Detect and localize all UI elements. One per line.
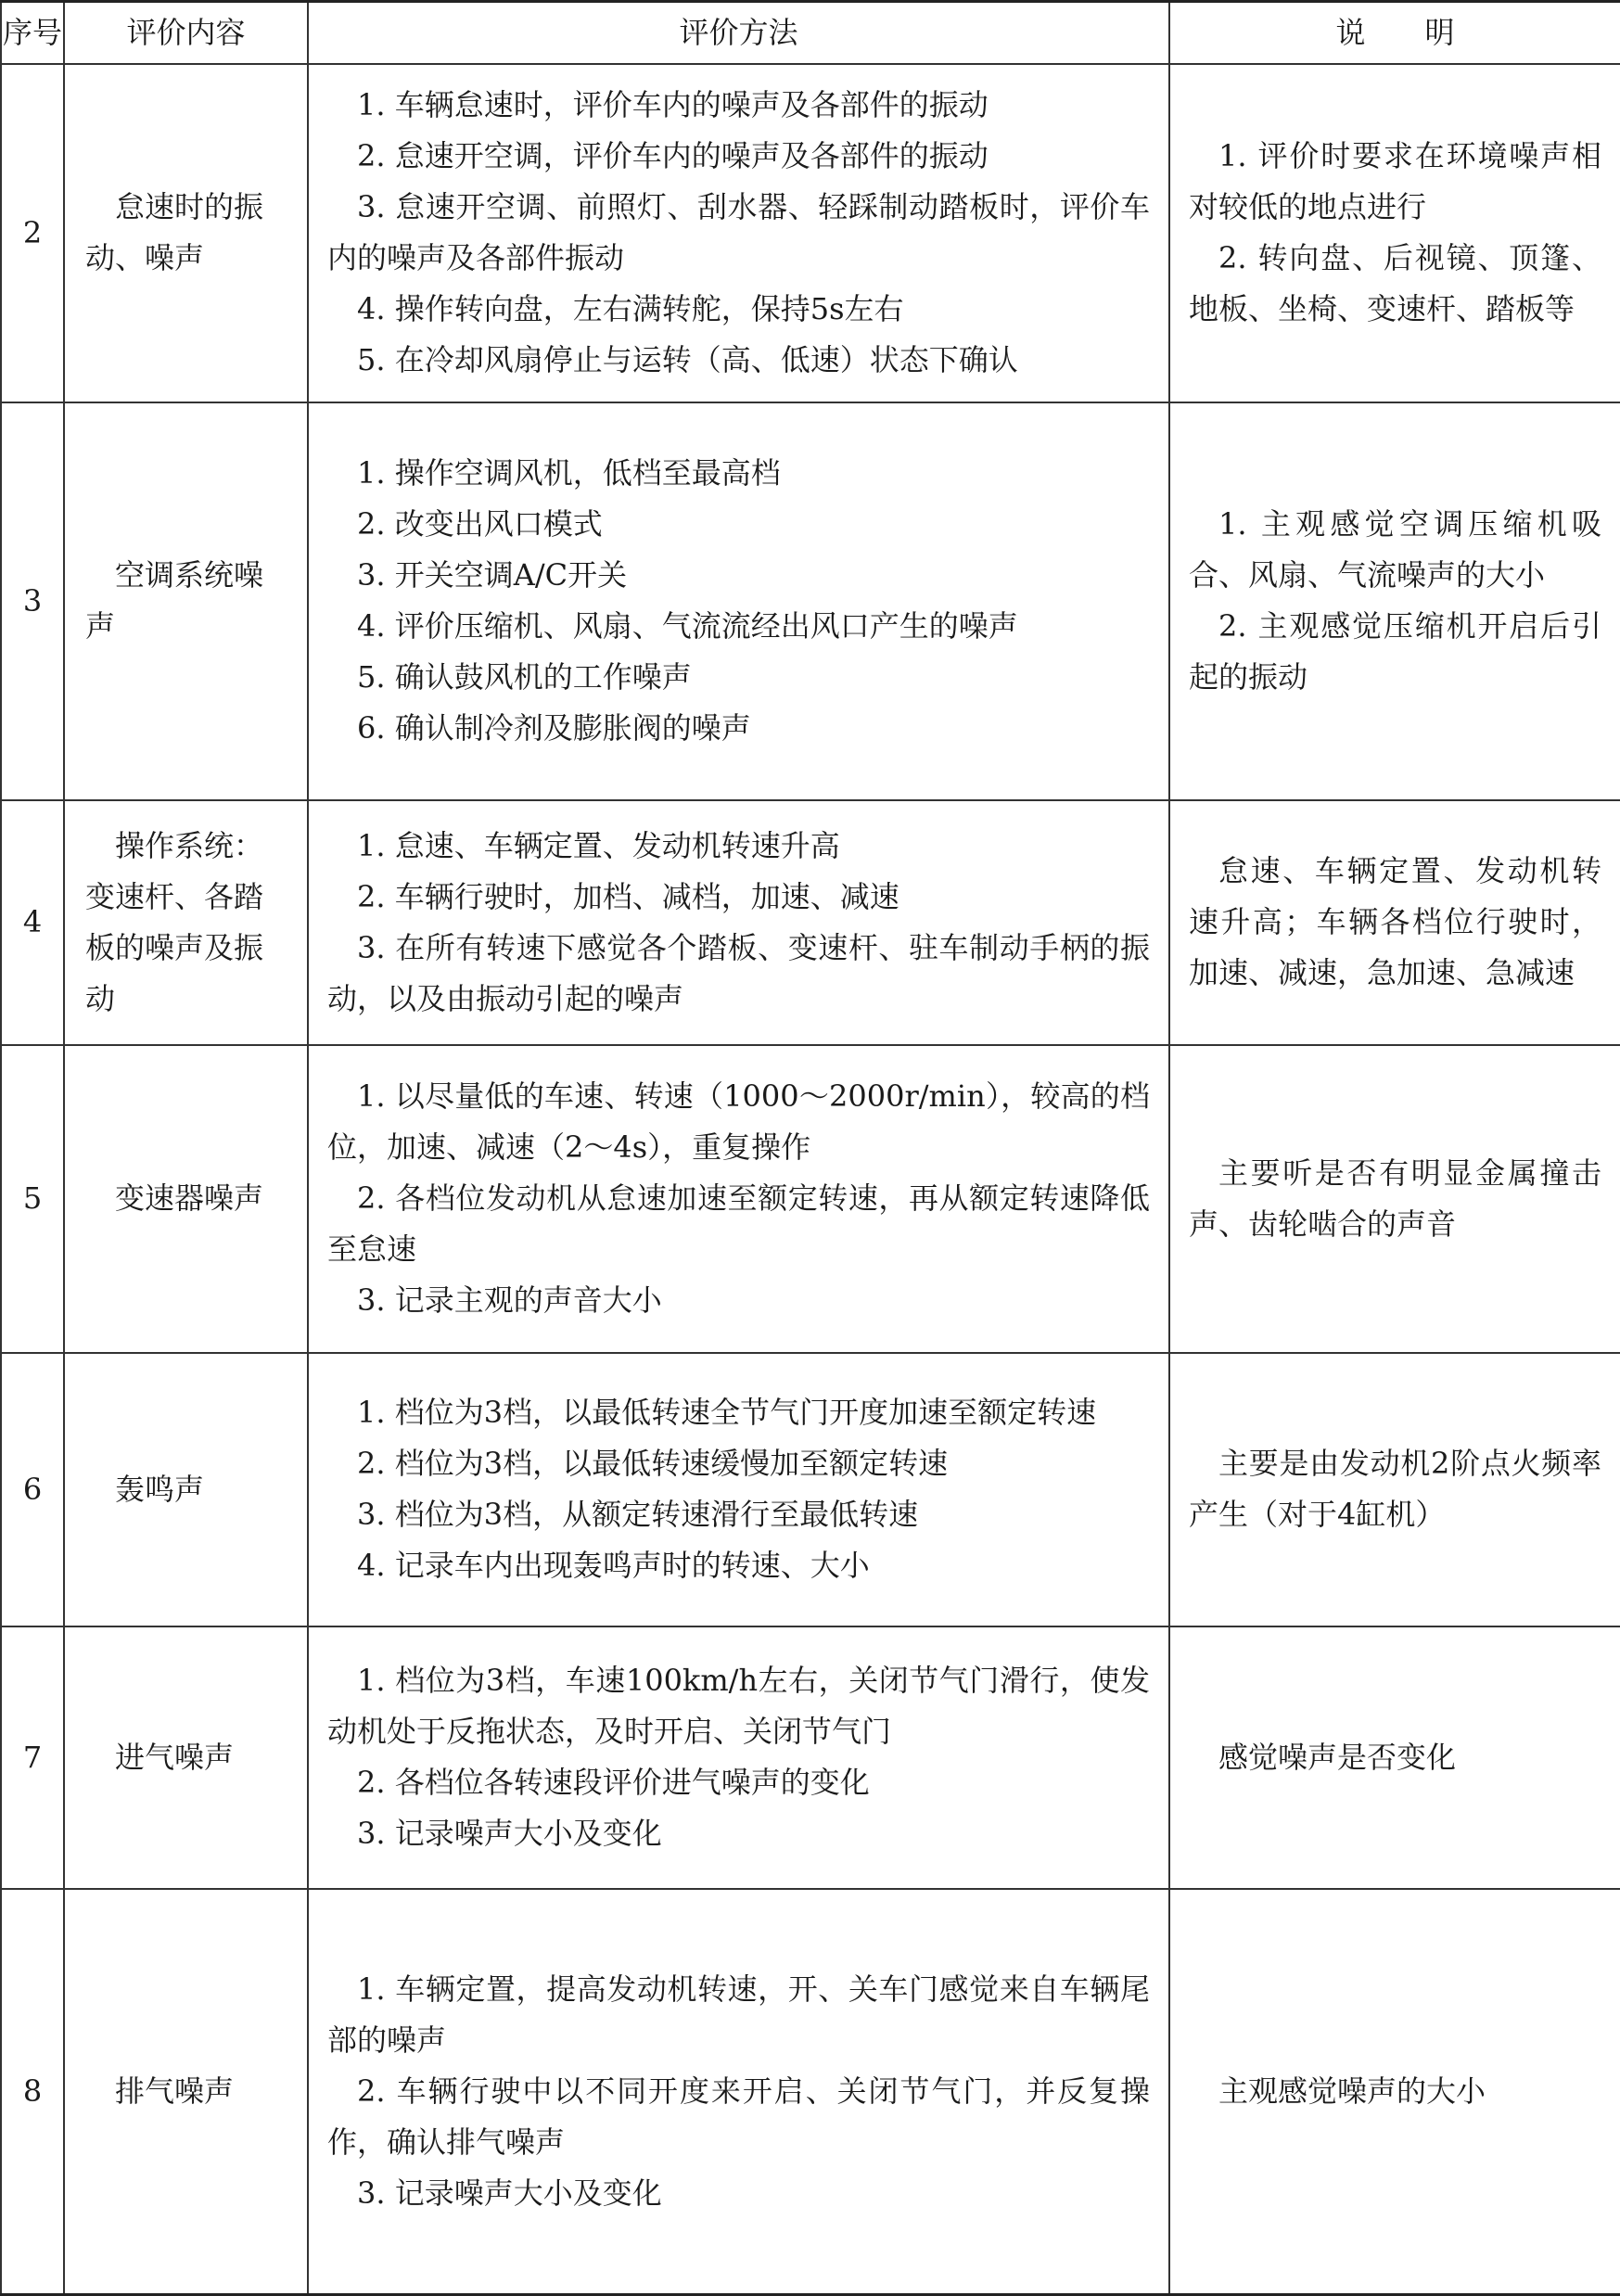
method-item: 1. 车辆定置，提高发动机转速，开、关车门感觉来自车辆尾部的噪声 [327,1971,1150,2058]
row-content [64,1353,308,1626]
method-item: 1. 档位为3档，车速100km/h左右，关闭节气门滑行，使发动机处于反拖状态，及时开启、关闭节气门 [327,1663,1150,1749]
method-item: 1. 怠速、车辆定置、发动机转速升高 [357,827,840,863]
row-notes [1169,402,1620,800]
table-row [1,1889,1620,2295]
row-methods [308,1626,1169,1889]
method-item: 4. 操作转向盘，左右满转舵，保持5s左右 [357,291,904,326]
row-methods [308,800,1169,1045]
row-number: 7 [1,1626,64,1889]
method-item: 2. 怠速开空调，评价车内的噪声及各部件的振动 [357,138,989,173]
table-row [1,800,1620,1045]
method-item: 2. 改变出风口模式 [357,506,603,542]
row-number: 5 [1,1045,64,1353]
content-text: 变速器噪声 [115,1180,264,1216]
row-notes [1169,800,1620,1045]
row-number: 6 [1,1353,64,1626]
row-methods [308,402,1169,800]
method-item: 1. 以尽量低的车速、转速（1000～2000r/min），较高的档位，加速、减速（2～4s），重复操作 [327,1078,1150,1165]
row-content [64,64,308,402]
method-item: 2. 车辆行驶中以不同开度来开启、关闭节气门，并反复操作，确认排气噪声 [327,2073,1150,2160]
header-no: 序号 [1,2,64,64]
table-row [1,1353,1620,1626]
header-row [1,2,1620,64]
note-item: 主要是由发动机2阶点火频率产生（对于4缸机） [1189,1446,1601,1532]
content-text: 怠速时的振动、噪声 [85,189,264,275]
row-number: 2 [1,64,64,402]
note-item: 主观感觉噪声的大小 [1218,2073,1486,2109]
method-item: 3. 记录噪声大小及变化 [357,1816,662,1851]
row-notes [1169,1626,1620,1889]
row-number: 3 [1,402,64,800]
method-item: 1. 操作空调风机，低档至最高档 [357,455,781,491]
row-content [64,800,308,1045]
row-notes [1169,1045,1620,1353]
method-item: 3. 记录主观的声音大小 [357,1282,662,1318]
method-item: 5. 在冷却风扇停止与运转（高、低速）状态下确认 [357,342,1018,377]
row-notes [1169,1889,1620,2295]
method-item: 3. 怠速开空调、前照灯、刮水器、轻踩制动踏板时，评价车内的噪声及各部件振动 [327,189,1150,275]
method-item: 3. 记录噪声大小及变化 [357,2175,662,2211]
header-content: 评价内容 [64,2,308,64]
row-methods [308,1889,1169,2295]
row-notes [1169,64,1620,402]
row-methods [308,64,1169,402]
method-item: 3. 开关空调A/C开关 [357,557,628,593]
content-text: 空调系统噪声 [85,557,264,644]
note-item: 1. 评价时要求在环境噪声相对较低的地点进行 [1189,138,1601,224]
row-content [64,1626,308,1889]
note-item: 2. 转向盘、后视镜、顶篷、地板、坐椅、变速杆、踏板等 [1189,240,1601,326]
table-row [1,402,1620,800]
table-row [1,1045,1620,1353]
note-item: 怠速、车辆定置、发动机转速升高；车辆各档位行驶时，加速、减速，急加速、急减速 [1189,853,1601,990]
header-method: 评价方法 [308,2,1169,64]
method-item: 2. 档位为3档，以最低转速缓慢加至额定转速 [357,1446,949,1481]
table-row [1,64,1620,402]
method-item: 4. 评价压缩机、风扇、气流流经出风口产生的噪声 [357,608,1018,644]
row-methods [308,1045,1169,1353]
method-item: 2. 车辆行驶时，加档、减档，加速、减速 [357,878,899,914]
method-item: 5. 确认鼓风机的工作噪声 [357,659,692,695]
row-notes [1169,1353,1620,1626]
note-item: 主要听是否有明显金属撞击声、齿轮啮合的声音 [1189,1154,1601,1242]
header-note: 说 明 [1169,2,1620,64]
row-methods [308,1353,1169,1626]
method-item: 2. 各档位发动机从怠速加速至额定转速，再从额定转速降低至怠速 [327,1180,1150,1267]
row-number: 4 [1,800,64,1045]
method-item: 1. 档位为3档，以最低转速全节气门开度加速至额定转速 [357,1395,1097,1430]
method-item: 6. 确认制冷剂及膨胀阀的噪声 [357,710,751,746]
note-item: 2. 主观感觉压缩机开启后引起的振动 [1189,608,1601,695]
note-item: 1. 主观感觉空调压缩机吸合、风扇、气流噪声的大小 [1189,506,1601,593]
method-item: 1. 车辆怠速时，评价车内的噪声及各部件的振动 [357,87,989,122]
row-content [64,1889,308,2295]
method-item: 3. 在所有转速下感觉各个踏板、变速杆、驻车制动手柄的振动，以及由振动引起的噪声 [327,929,1150,1016]
row-content [64,402,308,800]
table-row [1,1626,1620,1889]
content-text: 进气噪声 [115,1739,235,1775]
content-text: 轰鸣声 [115,1471,205,1507]
content-text: 操作系统：变速杆、各踏板的噪声及振动 [85,827,264,1016]
method-item: 3. 档位为3档，从额定转速滑行至最低转速 [357,1497,919,1532]
content-text: 排气噪声 [115,2073,235,2109]
note-item: 感觉噪声是否变化 [1218,1739,1457,1775]
method-item: 4. 记录车内出现轰鸣声时的转速、大小 [357,1548,870,1583]
row-content [64,1045,308,1353]
row-number: 8 [1,1889,64,2295]
method-item: 2. 各档位各转速段评价进气噪声的变化 [357,1765,870,1800]
